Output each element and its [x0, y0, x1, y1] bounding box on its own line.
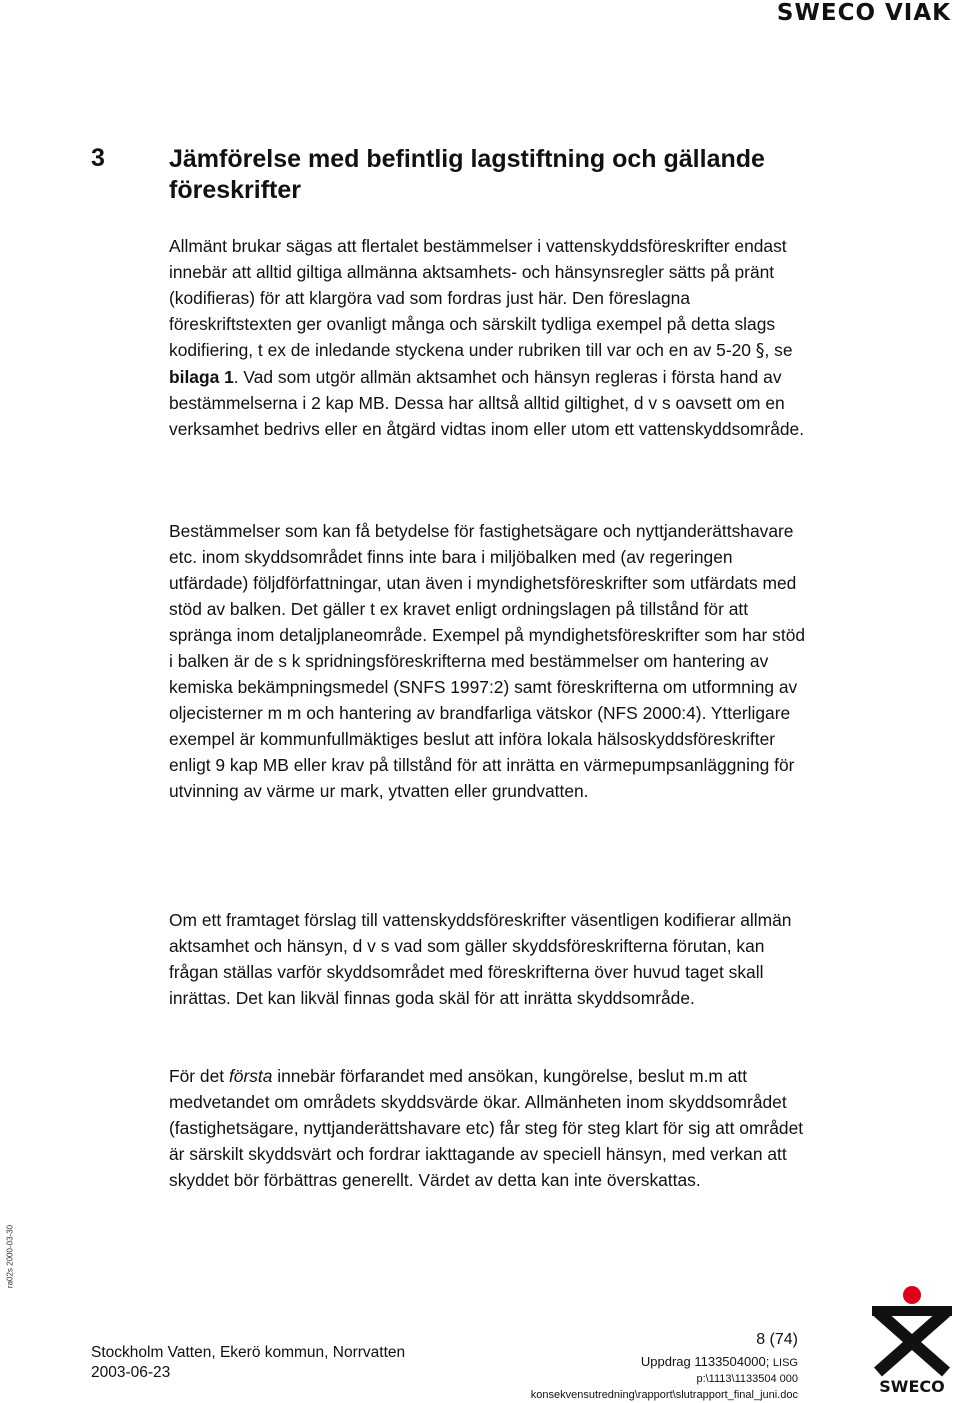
section-title: Jämförelse med befintlig lagstiftning och gällande föreskrifter: [169, 145, 765, 204]
paragraph-4-part-a: För det: [169, 1066, 229, 1086]
section-sign-glyph: §: [755, 341, 765, 361]
logo-red-dot: [903, 1286, 921, 1304]
logo-figure-icon: [878, 1312, 946, 1372]
footer-path-2: konsekvensutredning\rapport\slutrapport_final_juni.doc: [530, 1389, 798, 1401]
paragraph-4-emphasis: första: [228, 1066, 273, 1086]
logo-wordmark: SWECO: [879, 1377, 945, 1396]
footer-left: [91, 1343, 405, 1383]
footer-right: [531, 1330, 798, 1403]
appendix-reference: bilaga 1: [169, 367, 234, 387]
footer-client: Stockholm Vatten, Ekerö kommun, Norrvatten: [91, 1344, 406, 1361]
side-stamp: ra02s 2000-03-30: [5, 1224, 15, 1289]
footer-initials: LISG: [772, 1357, 798, 1369]
footer-assignment-line: [531, 1354, 798, 1371]
paragraph-4: [169, 1063, 809, 1193]
page-number: 8 (74): [756, 1331, 798, 1348]
brand-header: SWECO VIAK: [776, 0, 951, 26]
paragraph-1-part-c: . Vad som utgör allmän aktsamhet och hänsyn regleras i första hand av bestämmelserna i 2 kap MB. Dessa har alltså alltid giltighet, d v s oavsett om en verksamhet bedrivs eller en åtgärd vidtas inom eller utom ett vattenskyddsområde.: [169, 367, 805, 439]
paragraph-3: Om ett framtaget förslag till vattenskyddsföreskrifter väsentligen kodifierar allmän aktsamhet och hänsyn, d v s vad som gäller skyddsföreskrifterna förutan, kan frågan ställas varför skyddsområdet med föreskrifterna över huvud taget skall inrättas. Det kan likväl finnas goda skäl för att inrätta skyddsområde.: [169, 910, 792, 1008]
logo-top-bar: [872, 1306, 952, 1316]
footer-assignment: Uppdrag 1133504000;: [640, 1354, 773, 1369]
paragraph-1: [169, 233, 809, 442]
paragraph-4-part-b: innebär förfarandet med ansökan, kungörelse, beslut m.m att medvetandet om områdets skyddsvärde ökar. Allmänheten inom skyddsområdet (fastighetsägare, nyttjanderättshavare etc) får steg för steg klart för sig att området är särskilt skyddsvärt och fordrar iakttagande av speciell hänsyn, med verkan att skyddet bör förbättras generellt. Värdet av detta kan inte överskattas.: [169, 1066, 804, 1190]
paragraph-1-part-a: Allmänt brukar sägas att flertalet bestämmelser i vattenskyddsföreskrifter endast innebär att alltid giltiga allmänna aktsamhets- och hänsynsregler sätts på pränt (kodifieras) för att klargöra vad som fordras just här. Den föreslagna föreskriftstexten ger ovanligt många och särskilt tydliga exempel på detta slags kodifiering, t ex de inledande styckena under rubriken till var och en av 5-20: [169, 236, 787, 360]
section-number: 3: [91, 144, 105, 172]
paragraph-1-part-b: , se: [764, 340, 793, 360]
footer-path-1: p:\1113\1133504 000: [696, 1373, 798, 1385]
sweco-logo: [872, 1284, 952, 1396]
footer-date: 2003-06-23: [91, 1364, 171, 1381]
paragraph-2: Bestämmelser som kan få betydelse för fastighetsägare och nyttjanderättshavare etc. inom skyddsområdet finns inte bara i miljöbalken med (av regeringen utfärdade) följdförfattningar, utan även i myndighetsföreskrifter som utfärdats med stöd av balken. Det gäller t ex kravet enligt ordningslagen på tillstånd för att spränga inom detaljplaneområde. Exempel på myndighetsföreskrifter som har stöd i balken är de s k spridningsföreskrifterna med bestämmelser om hantering av kemiska bekämpningsmedel (SNFS 1997:2) samt föreskrifterna om utformning av oljecisterner m m och hantering av brandfarliga vätskor (NFS 2000:4). Ytterligare exempel är kommunfullmäktiges beslut att införa lokala hälsoskyddsföreskrifter enligt 9 kap MB eller krav på tillstånd för att inrätta en värmepumpsanläggning för utvinning av värme ur mark, ytvatten eller grundvatten.: [169, 521, 806, 801]
